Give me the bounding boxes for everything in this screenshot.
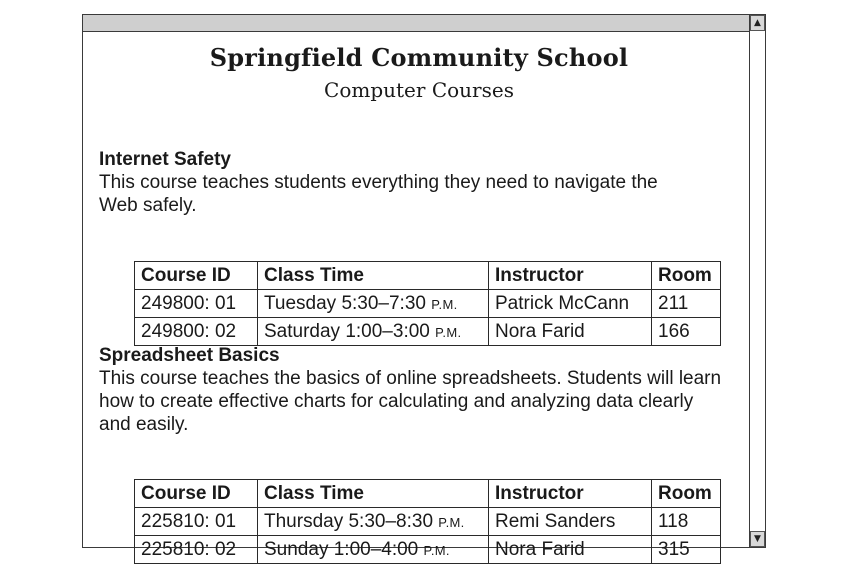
column-header-instructor: Instructor xyxy=(489,480,652,508)
column-header-course-id: Course ID xyxy=(135,480,258,508)
column-header-class-time: Class Time xyxy=(258,480,489,508)
scroll-up-icon[interactable]: ▲ xyxy=(750,15,765,31)
course-description-line: Web safely. xyxy=(99,195,197,216)
class-time-text: Sunday 1:00–4:00 xyxy=(264,538,419,560)
cell-instructor: Nora Farid xyxy=(489,318,652,346)
column-header-room: Room xyxy=(652,480,721,508)
class-time-period: P.M. xyxy=(435,324,462,340)
cell-course-id: 249800: 02 xyxy=(135,318,258,346)
course-description-line: and easily. xyxy=(99,414,189,435)
browser-window xyxy=(82,14,766,560)
table-row xyxy=(135,290,721,318)
cell-room: 118 xyxy=(652,508,721,536)
class-time-period: P.M. xyxy=(438,514,465,530)
cell-instructor: Patrick McCann xyxy=(489,290,652,318)
page-title: Springfield Community School xyxy=(209,43,629,72)
cell-course-id: 249800: 01 xyxy=(135,290,258,318)
table-row xyxy=(135,318,721,346)
class-time-text: Thursday 5:30–8:30 xyxy=(264,510,434,532)
column-header-room: Room xyxy=(652,262,721,290)
cell-room: 166 xyxy=(652,318,721,346)
cell-class-time xyxy=(258,536,489,564)
table-row xyxy=(135,536,721,564)
cell-room: 315 xyxy=(652,536,721,564)
cell-instructor: Nora Farid xyxy=(489,536,652,564)
cell-instructor: Remi Sanders xyxy=(489,508,652,536)
cell-class-time xyxy=(258,318,489,346)
class-time-period: P.M. xyxy=(431,296,458,312)
page-content xyxy=(99,39,739,560)
cell-class-time xyxy=(258,290,489,318)
course-schedule-table xyxy=(134,261,721,346)
course-description xyxy=(99,367,739,436)
course-name: Spreadsheet Basics xyxy=(99,345,280,366)
course-description-line: This course teaches students everything they need to navigate the xyxy=(99,172,658,193)
course-description-line: This course teaches the basics of online spreadsheets. Students will learn xyxy=(99,368,722,389)
cell-course-id: 225810: 02 xyxy=(135,536,258,564)
course-description xyxy=(99,171,739,217)
column-header-course-id: Course ID xyxy=(135,262,258,290)
course-schedule-table xyxy=(134,479,721,564)
window-title-bar xyxy=(83,15,749,32)
course-name: Internet Safety xyxy=(99,149,231,170)
column-header-instructor: Instructor xyxy=(489,262,652,290)
page-subtitle: Computer Courses xyxy=(324,78,514,102)
cell-course-id: 225810: 01 xyxy=(135,508,258,536)
course-section-internet-safety xyxy=(99,149,739,342)
class-time-text: Saturday 1:00–3:00 xyxy=(264,320,430,342)
course-section-spreadsheet-basics xyxy=(99,345,739,560)
table-header-row xyxy=(135,480,721,508)
cell-class-time xyxy=(258,508,489,536)
vertical-scrollbar[interactable] xyxy=(749,15,765,547)
cell-room: 211 xyxy=(652,290,721,318)
scroll-down-icon[interactable]: ▼ xyxy=(750,531,765,547)
course-description-line: how to create effective charts for calculating and analyzing data clearly xyxy=(99,391,694,412)
class-time-text: Tuesday 5:30–7:30 xyxy=(264,292,426,314)
table-row xyxy=(135,508,721,536)
class-time-period: P.M. xyxy=(423,542,450,558)
column-header-class-time: Class Time xyxy=(258,262,489,290)
table-header-row xyxy=(135,262,721,290)
